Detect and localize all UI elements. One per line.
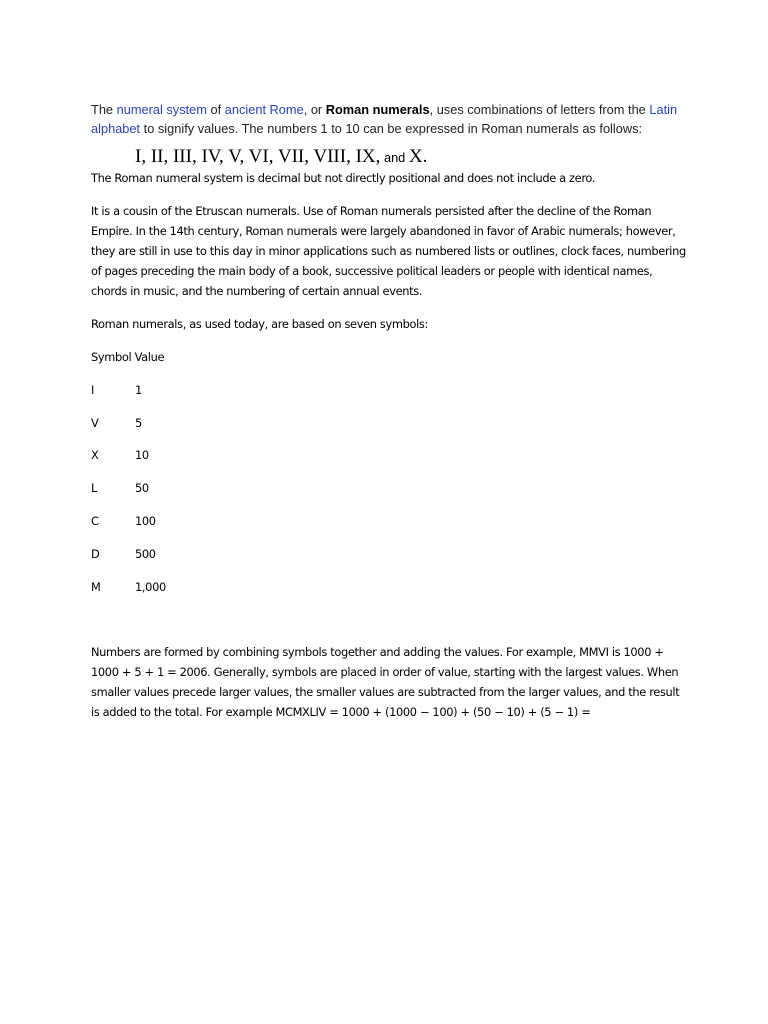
paragraph-decimal-system: The Roman numeral system is decimal but not directly positional and does not include a zero. [91, 171, 596, 185]
symbol-cell: X [91, 448, 99, 462]
intro-paragraph [91, 100, 681, 138]
value-cell: 10 [135, 448, 149, 462]
symbol-cell: M [91, 580, 101, 594]
symbol-row-c [91, 511, 291, 531]
paragraph-etruscan-history: It is a cousin of the Etruscan numerals. Use of Roman numerals persisted after the decline of the Roman Empire. In the 14th century, Roman numerals were largely abandoned in favor of Arabic numerals; however, they are still in use to this day in minor applications such as numbered lists or outlines, clock faces, numbering of pages preceding the main body of a book, successive political leaders or people with identical names, chords in music, and the numbering of certain annual events. [91, 204, 686, 298]
bold-roman-numerals: Roman numerals [325, 102, 430, 117]
intro-text-of: of [206, 102, 225, 117]
value-cell: 1 [135, 383, 142, 397]
link-latin-alphabet[interactable]: Latin alphabet [91, 102, 678, 136]
value-cell: 1,000 [135, 580, 166, 594]
link-numeral-system[interactable]: numeral system [116, 102, 207, 117]
numerals-period: . [422, 146, 428, 167]
value-cell: 500 [135, 547, 156, 561]
symbol-row-m [91, 577, 291, 597]
numerals-and: and [380, 150, 409, 165]
symbol-row-i [91, 380, 291, 400]
value-cell: 5 [135, 416, 142, 430]
symbol-cell: L [91, 481, 97, 495]
numerals-list: I, II, III, IV, V, VI, VII, VIII, IX, [135, 146, 381, 167]
numerals-last: X [408, 146, 423, 167]
symbol-cell: V [91, 416, 99, 430]
symbol-row-l [91, 478, 291, 498]
symbol-row-v [91, 413, 291, 433]
symbol-table-header: Symbol Value [91, 350, 165, 364]
symbol-cell: C [91, 514, 99, 528]
symbol-row-d [91, 544, 291, 564]
numerals-line [135, 144, 427, 171]
value-cell: 100 [135, 514, 156, 528]
paragraph-seven-symbols: Roman numerals, as used today, are based on seven symbols: [91, 317, 429, 331]
intro-text-uses: , uses combinations of letters from the [429, 102, 650, 117]
symbol-row-x [91, 445, 291, 465]
symbol-cell: I [91, 383, 95, 397]
intro-text-rest: to signify values. The numbers 1 to 10 can be expressed in Roman numerals as follows: [140, 121, 643, 136]
intro-text-or: , or [303, 102, 326, 117]
intro-text-the: The [91, 102, 117, 117]
link-ancient-rome[interactable]: ancient Rome [224, 102, 304, 117]
symbol-cell: D [91, 547, 100, 561]
paragraph-forming-numbers: Numbers are formed by combining symbols together and adding the values. For example, MMVI is 1000 + 1000 + 5 + 1 = 2006. Generally, symbols are placed in order of value, starting with the largest values. When smaller values precede larger values, the smaller values are subtracted from the larger values, and the result is added to the total. For example MCMXLIV = 1000 + (1000 − 100) + (50 − 10) + (5 − 1) = [91, 645, 680, 719]
value-cell: 50 [135, 481, 149, 495]
